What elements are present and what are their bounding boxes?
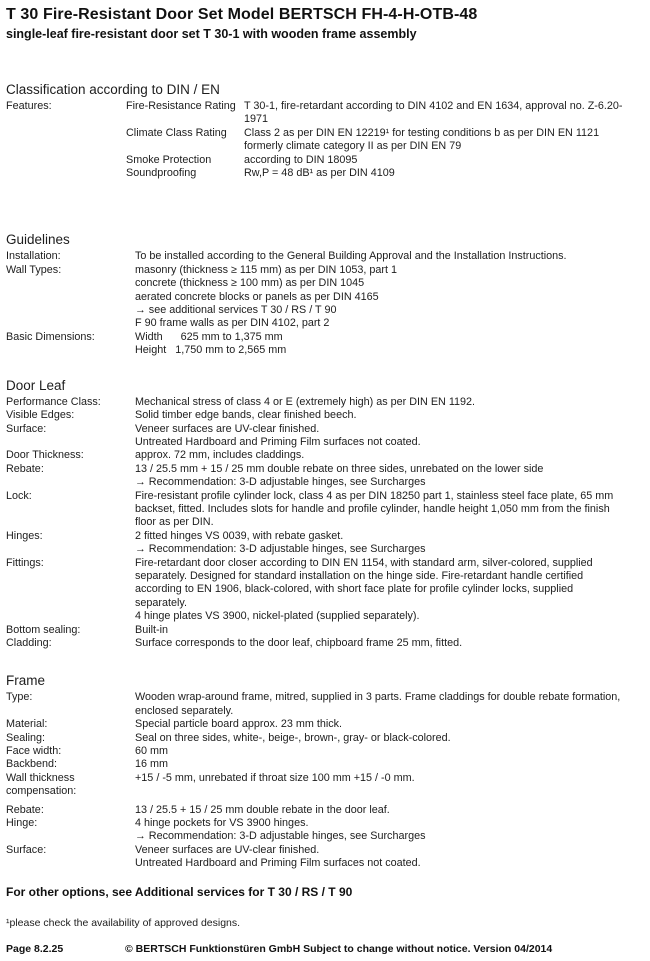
spec-value-line: Untreated Hardboard and Priming Film surfaces not coated. — [135, 435, 421, 448]
spec-label: Wall Types: — [6, 263, 62, 276]
spec-value — [135, 817, 642, 844]
spec-label: Rebate: — [6, 462, 44, 475]
spec-value-line: masonry (thickness ≥ 115 mm) as per DIN 1053, part 1 — [135, 263, 397, 276]
spec-value-line: +15 / -5 mm, unrebated if throat size 100 mm +15 / -0 mm. — [135, 771, 415, 784]
spec-value-line: Built-in — [135, 623, 169, 636]
spec-sublabel: Climate Class Rating — [126, 126, 227, 139]
footer-page-number: Page 8.2.25 — [6, 943, 64, 955]
spec-value — [244, 154, 642, 167]
page-title: T 30 Fire-Resistant Door Set Model BERTSCH FH-4-H-OTB-48 — [6, 6, 478, 23]
spec-row — [6, 449, 642, 462]
spec-value-line: enclosed separately. — [135, 704, 234, 717]
spec-label: Wall thickness compensation: — [6, 771, 77, 798]
spec-row — [6, 637, 642, 650]
section-heading: Door Leaf — [6, 377, 66, 393]
spec-row — [6, 844, 642, 871]
footer-copyright: © BERTSCH Funktionstüren GmbH Subject to change without notice. Version 04/2014 — [125, 943, 553, 955]
spec-value — [135, 250, 642, 263]
spec-value — [244, 127, 642, 154]
page-subtitle: single-leaf fire-resistant door set T 30-1 with wooden frame assembly — [6, 27, 417, 41]
spec-label: Features: — [6, 100, 52, 112]
spec-value — [244, 100, 642, 127]
spec-row — [6, 250, 642, 263]
spec-row — [6, 691, 642, 718]
spec-label: Bottom sealing: — [6, 623, 81, 636]
spec-label: Door Thickness: — [6, 449, 84, 462]
spec-value-line: formerly climate category II as per DIN EN 79 — [244, 140, 462, 153]
spec-value-line: approx. 72 mm, includes claddings. — [135, 449, 305, 462]
spec-value-line: 13 / 25.5 mm + 15 / 25 mm double rebate on three sides, unrebated on the lower side — [135, 462, 544, 475]
spec-row — [6, 624, 642, 637]
spec-label: Fittings: — [6, 556, 44, 569]
spec-value-line: → Recommendation: 3-D adjustable hinges, see Surcharges — [135, 830, 426, 843]
section-heading: Frame — [6, 673, 46, 689]
spec-row — [6, 772, 642, 799]
spec-value — [135, 718, 642, 731]
spec-row — [6, 804, 642, 817]
spec-row — [6, 331, 642, 358]
spec-value-line: T 30-1, fire-retardant according to DIN 4102 and EN 1634, approval no. Z-6.20- — [244, 100, 623, 112]
sections — [6, 82, 642, 871]
spec-label: Surface: — [6, 422, 47, 435]
spec-row — [6, 423, 642, 450]
spec-value-line: 2 fitted hinges VS 0039, with rebate gasket. — [135, 529, 344, 542]
spec-label — [6, 167, 126, 180]
spec-label: Installation: — [6, 250, 61, 263]
spec-value-line: → Recommendation: 3-D adjustable hinges, see Surcharges — [135, 476, 426, 489]
spec-value — [135, 758, 642, 771]
spec-value-line: 4 hinge plates VS 3900, nickel-plated (supplied separately). — [135, 610, 420, 623]
spec-value — [135, 637, 642, 650]
spec-value-line: Fire-resistant profile cylinder lock, class 4 as per DIN 18250 part 1, stainless steel face plate, 65 mm — [135, 489, 614, 502]
spec-sublabel: Smoke Protection — [126, 153, 212, 166]
spec-value — [135, 449, 642, 462]
spec-value-line: → see additional services T 30 / RS / T 90 — [135, 304, 337, 317]
spec-sublabel: Fire-Resistance Rating — [126, 100, 236, 112]
spec-value — [135, 745, 642, 758]
spec-value — [135, 423, 642, 450]
spec-row — [6, 154, 642, 167]
spec-label: Sealing: — [6, 731, 46, 744]
spec-row — [6, 718, 642, 731]
spec-label: Hinge: — [6, 817, 38, 830]
spec-value-line: separately. Designed for standard installation on the hinge side. Fire-retardant handle certified — [135, 569, 584, 582]
spec-row — [6, 463, 642, 490]
spec-label: Performance Class: — [6, 395, 101, 408]
spec-label: Lock: — [6, 489, 32, 502]
spec-row — [6, 396, 642, 409]
spec-value-line: Seal on three sides, white-, beige-, brown-, gray- or black-colored. — [135, 731, 451, 744]
spec-value-line: concrete (thickness ≥ 100 mm) as per DIN 1045 — [135, 277, 365, 290]
spec-value-line: backset, fitted. Includes slots for handle and profile cylinder, handle height 1,050 mm from the finish — [135, 502, 610, 515]
spec-row — [6, 409, 642, 422]
section-door-leaf — [6, 378, 642, 651]
spec-row — [6, 745, 642, 758]
spec-value-line: Solid timber edge bands, clear finished beech. — [135, 409, 357, 422]
spec-value-line: Untreated Hardboard and Priming Film surfaces not coated. — [135, 857, 421, 870]
spec-label: Face width: — [6, 745, 62, 758]
section-classification — [6, 82, 642, 180]
spec-label: Material: — [6, 718, 48, 731]
spec-value-line: To be installed according to the General Building Approval and the Installation Instructions. — [135, 250, 567, 263]
options-note: For other options, see Additional services for T 30 / RS / T 90 — [6, 884, 353, 899]
spec-label: Hinges: — [6, 529, 43, 542]
spec-value-line: Wooden wrap-around frame, mitred, supplied in 3 parts. Frame claddings for double rebate formation, — [135, 691, 621, 704]
spec-value-line: → Recommendation: 3-D adjustable hinges, see Surcharges — [135, 543, 426, 556]
spec-label: Rebate: — [6, 803, 44, 816]
spec-row — [6, 264, 642, 331]
spec-row — [6, 530, 642, 557]
section-frame — [6, 673, 642, 870]
spec-row — [6, 100, 642, 127]
spec-row — [6, 557, 642, 624]
spec-row — [6, 758, 642, 771]
spec-value — [244, 167, 642, 180]
section-heading: Guidelines — [6, 232, 70, 248]
section-guidelines — [6, 232, 642, 357]
spec-value-line: 16 mm — [135, 758, 168, 771]
spec-value-line: Special particle board approx. 23 mm thick. — [135, 718, 343, 731]
spec-value-line: according to EN 1906, black-colored, with short face plate for profile cylinder locks, supplied — [135, 583, 574, 596]
spec-label: Surface: — [6, 843, 47, 856]
spec-value-line: floor as per DIN. — [135, 516, 214, 529]
spec-value-line: 4 hinge pockets for VS 3900 hinges. — [135, 817, 309, 830]
spec-value-line: separately. — [135, 596, 188, 609]
spec-sublabel: Soundproofing — [126, 167, 197, 180]
spec-value-line: Class 2 as per DIN EN 12219¹ for testing conditions b as per DIN EN 1121 — [244, 126, 600, 139]
spec-value-line: Width 625 mm to 1,375 mm — [135, 330, 283, 343]
spec-value — [135, 331, 642, 358]
spec-value — [135, 557, 642, 624]
spec-value-line: 1971 — [244, 113, 269, 126]
section-heading: Classification according to DIN / EN — [6, 82, 220, 97]
spec-label — [6, 154, 126, 167]
spec-value-line: Surface corresponds to the door leaf, chipboard frame 25 mm, fitted. — [135, 637, 463, 649]
spec-value-line: Rw,P = 48 dB¹ as per DIN 4109 — [244, 167, 395, 180]
spec-label: Basic Dimensions: — [6, 330, 95, 343]
spec-row — [6, 732, 642, 745]
spec-value-line: Veneer surfaces are UV-clear finished. — [135, 843, 320, 856]
spec-value — [135, 624, 642, 637]
page-footer — [6, 943, 642, 956]
spec-value — [135, 844, 642, 871]
spec-value-line: 60 mm — [135, 745, 168, 758]
spec-label: Cladding: — [6, 637, 52, 649]
spec-value-line: Veneer surfaces are UV-clear finished. — [135, 422, 320, 435]
spec-value-line: according to DIN 18095 — [244, 153, 358, 166]
spec-value — [135, 530, 642, 557]
spec-value-line: 13 / 25.5 + 15 / 25 mm double rebate in the door leaf. — [135, 803, 390, 816]
spec-label: Visible Edges: — [6, 409, 75, 422]
spec-label: Backbend: — [6, 758, 58, 771]
spec-value — [135, 463, 642, 490]
spec-value — [135, 396, 642, 409]
spec-value — [135, 772, 642, 799]
spec-row — [6, 817, 642, 844]
spec-label — [6, 127, 126, 154]
spec-value — [135, 490, 642, 530]
spec-value-line: Height 1,750 mm to 2,565 mm — [135, 344, 287, 357]
spec-row — [6, 490, 642, 530]
spec-value-line: Mechanical stress of class 4 or E (extremely high) as per DIN EN 1192. — [135, 395, 476, 408]
spec-value-line: F 90 frame walls as per DIN 4102, part 2 — [135, 317, 330, 330]
spec-value — [135, 691, 642, 718]
spec-value — [135, 732, 642, 745]
footnote: ¹please check the availability of approved designs. — [6, 916, 241, 929]
spec-row — [6, 167, 642, 180]
spec-value — [135, 409, 642, 422]
spec-value-line: aerated concrete blocks or panels as per DIN 4165 — [135, 290, 379, 303]
spec-value — [135, 804, 642, 817]
spec-label: Type: — [6, 691, 33, 704]
spec-value — [135, 264, 642, 331]
spec-row — [6, 127, 642, 154]
spec-value-line: Fire-retardant door closer according to DIN EN 1154, with standard arm, silver-colored, supplied — [135, 556, 593, 569]
